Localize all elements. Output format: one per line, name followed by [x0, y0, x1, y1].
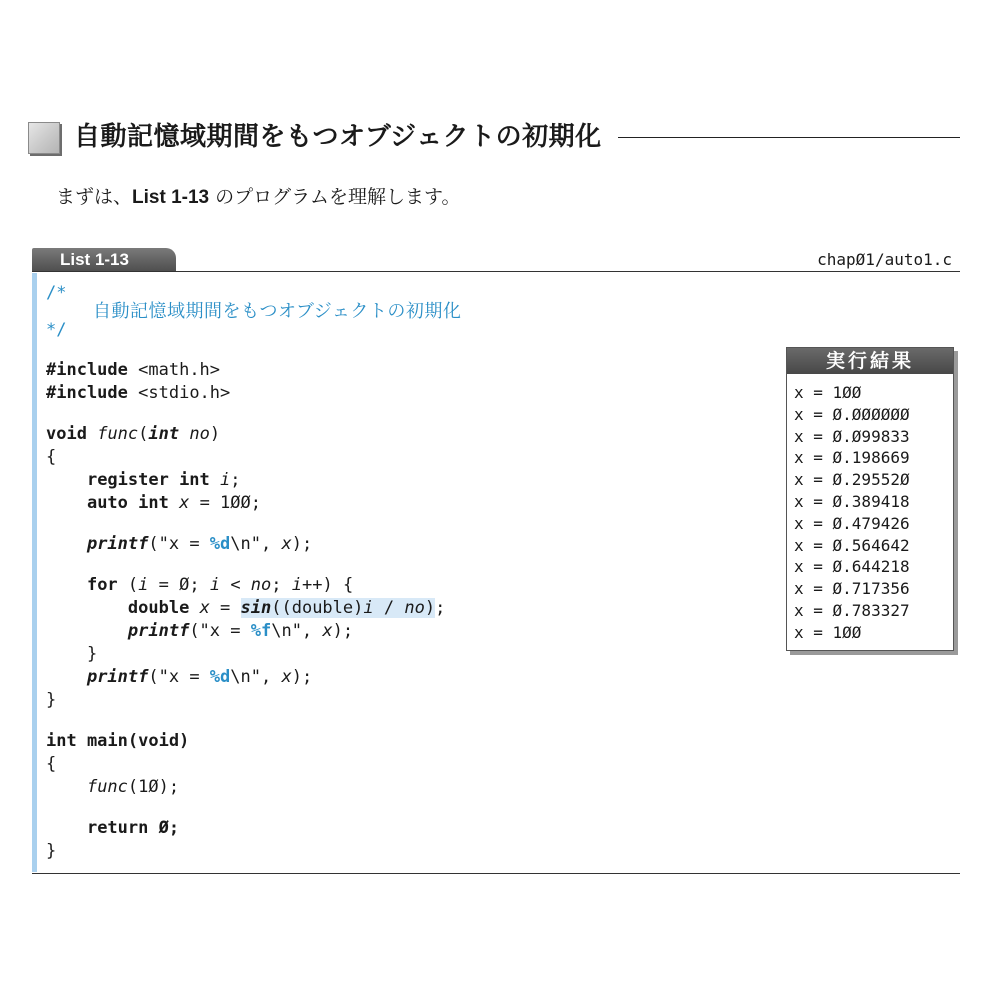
listing-filename: chapØ1/auto1.c: [817, 250, 952, 269]
code-line: auto int x = 1ØØ;: [86, 493, 261, 513]
heading-rule: [618, 137, 960, 138]
result-line: x = Ø.Ø99833: [794, 426, 910, 446]
execution-result-box: [786, 347, 954, 651]
result-line: x = Ø.ØØØØØØ: [794, 404, 910, 424]
code-line: {: [46, 754, 57, 774]
result-line: x = Ø.644218: [794, 557, 910, 577]
section-title: 自動記憶域期間をもつオブジェクトの初期化: [74, 122, 602, 152]
comment-text: 自動記憶域期間をもつオブジェクトの初期化: [93, 301, 462, 322]
listing-bottom-rule: [32, 873, 960, 874]
code-line: [93, 301, 461, 323]
result-line: x = Ø.198669: [794, 448, 910, 468]
section-heading: [28, 118, 960, 158]
result-line: x = Ø.783327: [794, 600, 910, 620]
code-line: [46, 319, 66, 341]
code-line: printf("x = %d\n", x);: [86, 667, 313, 687]
result-line: x = Ø.389418: [794, 491, 910, 511]
result-line: x = Ø.717356: [794, 579, 910, 599]
result-line: x = Ø.479426: [794, 513, 910, 533]
intro-list-ref: List 1-13: [132, 187, 210, 208]
code-line: int main(void): [46, 731, 190, 751]
code-line: }: [46, 690, 57, 710]
listing-top-rule: [32, 271, 960, 272]
listing-side-bar: [32, 273, 37, 872]
code-line: register int i;: [86, 470, 241, 490]
result-title: 実行結果: [787, 348, 953, 374]
highlighted-expression: sin((double)i / no): [240, 598, 436, 618]
code-line: {: [46, 447, 57, 467]
listing-label-tab: List 1-13: [32, 248, 176, 272]
code-line: #include <stdio.h>: [46, 383, 231, 403]
code-line: double x = sin((double)i / no);: [127, 598, 446, 618]
square-bullet-icon: [28, 122, 60, 154]
code-line: for (i = Ø; i < no; i++) {: [86, 575, 354, 595]
code-line: func(1Ø);: [86, 777, 180, 797]
result-output: [794, 382, 910, 644]
intro-paragraph: [56, 184, 460, 211]
intro-prefix: まずは、: [56, 186, 133, 208]
code-line: return Ø;: [86, 818, 180, 838]
code-line: void func(int no): [46, 424, 221, 444]
comment-open: /*: [46, 283, 67, 303]
code-line: printf("x = %d\n", x);: [86, 534, 313, 554]
comment-close: */: [46, 320, 67, 340]
result-line: x = Ø.564642: [794, 535, 910, 555]
code-line: #include <math.h>: [46, 360, 221, 380]
result-line: x = 1ØØ: [794, 622, 862, 642]
code-line: }: [46, 841, 57, 861]
result-line: x = 1ØØ: [794, 383, 862, 402]
code-line: printf("x = %f\n", x);: [127, 621, 354, 641]
code-line: }: [86, 644, 98, 664]
intro-suffix: のプログラムを理解します。: [209, 186, 461, 208]
result-line: x = Ø.29552Ø: [794, 470, 910, 490]
code-line: [46, 282, 66, 304]
